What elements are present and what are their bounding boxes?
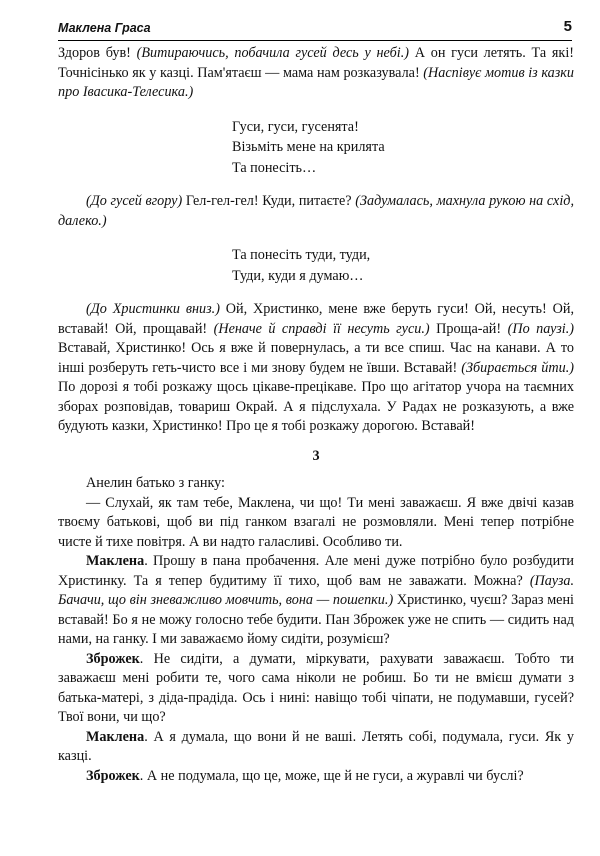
text-run: Христинко, чуєш? Зараз мені вставай! Бо я не можу голосно тебе будити. Пан Зброжек уже не спить — сидить над нами, на ганку. І ми заважаємо йому сидіти, розумієш? [58,592,574,647]
stage-direction: (До гусей вгору) [86,193,183,209]
speaker-name: Маклена [86,728,145,745]
stage-direction-line: Анелин батько з ганку: [86,475,225,491]
section-number: 3 [312,447,320,464]
text-run: Ой, Христинко, мене вже беруть гуси! Ой, несуть! Ой, вставай! Ой, прощавай! [58,301,575,337]
stage-direction: (Неначе й справді її несуть гуси.) [213,320,430,337]
page-number: 5 [563,18,572,35]
text-run: . А я думала, що вони й не ваші. Летять собі, подумала, гуси. Як у казці. [58,728,574,764]
header-author: Маклена Граса [58,21,151,35]
paragraph-3 [58,300,574,437]
text-run: . А не подумала, що це, може, ще й не гуси, а журавлі чи буслі? [139,767,524,784]
verse-line: Та понесіть туди, туди, [232,247,371,263]
stage-direction: (По паузі.) [507,320,574,337]
stage-direction: (Збирається йти.) [461,359,574,376]
verse-line: Туди, куди я думаю… [232,267,364,284]
text-run: По дорозі я тобі розкажу щось цікаве-прецікаве. Про що агітатор учора на таємних зборах розповідав, товариш Окрай. А я підслухала. У Радах не розказують, а вже будують казки, Христинко! Про це я тобі розкажу дорогою. Вставай! [58,379,574,434]
stage-direction: (Пауза. Бачачи, що він зневажливо мовчить, вона — пошепки.) [58,572,574,608]
speaker-name: Зброжек [86,767,140,784]
speaker-name: Маклена [86,553,145,569]
stage-direction: (До Христинки вниз.) [86,301,220,317]
text-run: Здоров був! [58,45,137,61]
text-run: А он гуси летять. Та які! Точнісінько як у казці. Пам'ятаєш — мама нам розказувала! [58,45,574,81]
verse-line: Візьміть мене на крилята [232,139,385,155]
verse-line: Гуси, гуси, гусенята! [232,118,359,135]
text-run: Вставай, Христинко! Ось я вже й повернулась, а ти все спиш. Час на канави. А то інші розберуть геть-чисто все і ми знову будем не ївши. Вставай! [58,340,574,376]
stage-direction: (Витираючись, побачила гусей десь у небі.) [136,45,409,61]
text-run: . Прошу в пана пробачення. Але мені дуже потрібно було розбудити Христинку. Та я тепер будитиму її тихо, щоб вам не заважати. Можна? [58,553,574,589]
stage-direction: (Задумалась, махнула рукою на схід, далеко.) [58,193,574,229]
dialogue-maklena-1 [58,552,574,650]
dialogue-zbrozhek-2 [58,767,574,787]
speaker-name: Зброжек [86,650,140,667]
text-run: Гел-гел-гел! Куди, питаєте? [182,193,356,209]
running-header [58,18,572,41]
dialogue-zbrozhek-1 [58,650,574,728]
stage-direction: (Наспівує мотив із казки про Івасика-Телесика.) [58,64,574,100]
paragraph-2 [58,192,574,231]
paragraph-1 [58,44,574,103]
dialogue-maklena-2 [58,728,574,767]
text-run: Проща-ай! [429,320,508,337]
verse-line: Та понесіть… [232,159,317,176]
verse-1 [232,117,574,179]
verse-2 [232,245,574,286]
page-body [58,44,574,786]
speech-paragraph: — Слухай, як там тебе, Маклена, чи що! Ти мені заважаєш. Я вже двічі казав твоєму батькові, щоб ви під ганком взагалі не розмовляли. Мені тепер потрібне чисте й тихе повітря. А ви надто галасливі. Особливо ти. [58,494,574,550]
text-run: . Не сидіти, а думати, міркувати, рахувати заважаєш. Тобто ти заважаєш мені робити те, чого сама ніколи не робиш. Бо ти не вмієш думати з батька-матері, з діда-прадіда. Ось і нині: навіщо тобі чіпати, не подумавши, гусей? Твої вони, чи що? [58,650,574,725]
